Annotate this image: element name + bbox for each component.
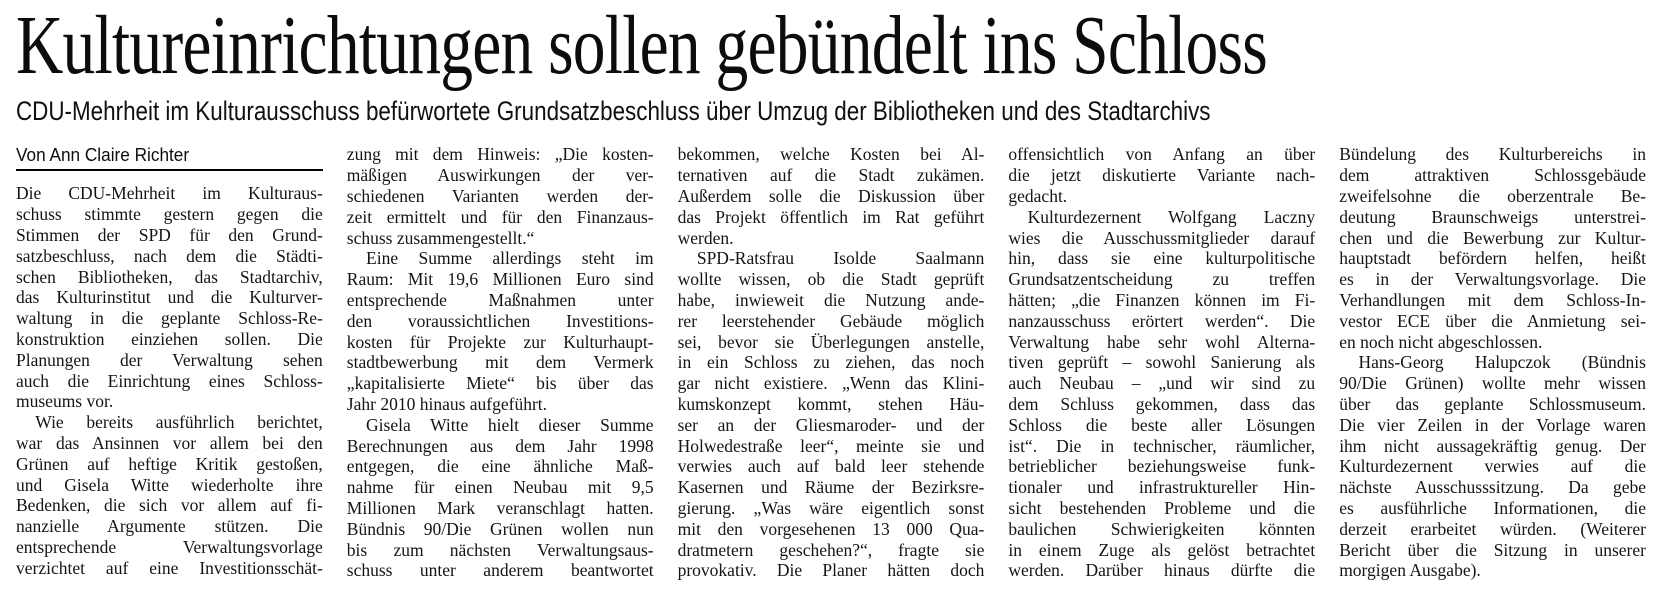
- text-line: baulichen Schwierigkeiten könnten: [1008, 518, 1316, 539]
- text-line: kumskonzept kommt, stehen Häu-: [677, 393, 985, 414]
- text-line: werden. Darüber hinaus dürfte die: [1008, 560, 1316, 581]
- text-line: konstruktion einziehen sollen. Die: [16, 328, 323, 349]
- text-line: Die CDU-Mehrheit im Kulturaus-: [16, 183, 323, 204]
- text-line: ihm nicht aussagekräftig genug. Der: [1339, 435, 1646, 456]
- text-line: dem attraktiven Schlossgebäude: [1339, 165, 1646, 186]
- paragraph: [347, 248, 654, 414]
- text-line: derzeit erarbeitet würden. (Weiterer: [1339, 518, 1646, 539]
- text-line: hätten; „die Finanzen können im Fi-: [1008, 289, 1316, 310]
- text-line: chen und die Bewerbung zur Kultur-: [1339, 227, 1646, 248]
- text-line: in ein Schloss zu ziehen, das noch: [677, 352, 985, 373]
- text-line: dratmetern geschehen?“, fragte sie: [677, 539, 985, 560]
- text-line: über das geplante Schlossmuseum.: [1339, 393, 1646, 414]
- text-line: schuss zusammengestellt.“: [346, 227, 535, 248]
- text-line: Millionen Mark veranschlagt hatten.: [346, 497, 654, 518]
- column-text: [678, 144, 985, 581]
- text-line: verwies auch auf bald leer stehende: [677, 456, 985, 477]
- text-line: vestor ECE über die Anmietung sei-: [1339, 310, 1646, 331]
- headline: Kultureinrichtungen sollen gebündelt ins Schloss: [16, 0, 1267, 92]
- text-line: nanzielle Argumente stützen. Die: [16, 516, 323, 537]
- column-text: [1008, 144, 1315, 581]
- text-line: satzbeschluss, nach dem die Städti-: [16, 245, 323, 266]
- text-line: habe, inwieweit die Nutzung ande-: [677, 289, 985, 310]
- paragraph: [678, 144, 985, 248]
- text-line: Gisela Witte hielt dieser Summe: [366, 414, 654, 435]
- article-column-4: [1008, 144, 1315, 581]
- text-line: Holwedestraße leer“, meinte sie und: [677, 435, 985, 456]
- text-line: deutung Braunschweigs unterstrei-: [1339, 206, 1646, 227]
- paragraph: [16, 412, 323, 578]
- paragraph: [1008, 207, 1315, 581]
- text-line: mit den vorgesehenen 13 000 Qua-: [677, 518, 985, 539]
- text-line: bekommen, welche Kosten bei Al-: [677, 144, 985, 165]
- text-line: das Kulturinstitut und die Kulturver-: [16, 287, 323, 308]
- text-line: dem Schluss gekommen, dass das: [1008, 393, 1316, 414]
- text-line: Bedenken, die sich vor allem auf fi-: [16, 495, 323, 516]
- text-line: zweifelsohne die oberzentrale Be-: [1339, 185, 1646, 206]
- text-line: Bericht über die Sitzung in unserer: [1339, 539, 1646, 560]
- column-text: [1339, 144, 1646, 581]
- text-line: ser an der Gliesmaroder- und der: [677, 414, 985, 435]
- text-line: entsprechende Verwaltungsvorlage: [16, 536, 323, 557]
- text-line: Bündelung des Kulturbereichs in: [1339, 144, 1646, 165]
- text-line: rer leerstehender Gebäude möglich: [677, 310, 985, 331]
- text-line: zung mit dem Hinweis: „Die kosten-: [346, 144, 654, 165]
- paragraph: [678, 248, 985, 581]
- text-line: Jahr 2010 hinaus aufgeführt.: [346, 393, 548, 414]
- text-line: ist“. Die in technischer, räumlicher,: [1008, 435, 1316, 456]
- article-column-3: [678, 144, 985, 581]
- text-line: en noch nicht abgeschlossen.: [1339, 331, 1543, 352]
- text-line: es ausführliche Informationen, die: [1339, 497, 1646, 518]
- paragraph: [347, 144, 654, 248]
- byline-rule: [16, 169, 323, 171]
- text-line: schuss unter anderem beantwortet: [346, 560, 654, 581]
- text-line: bis zum nächsten Verwaltungsaus-: [346, 539, 654, 560]
- text-line: Verhandlungen mit dem Schloss-In-: [1339, 289, 1646, 310]
- text-line: auch Neubau – „und wir sind zu: [1008, 373, 1316, 394]
- text-line: museums vor.: [16, 391, 114, 412]
- text-line: Grundsatzentscheidung zu treffen: [1008, 269, 1316, 290]
- paragraph: [347, 415, 654, 581]
- text-line: in einem Zuge als gelöst betrachtet: [1008, 539, 1316, 560]
- text-line: offensichtlich von Anfang an über: [1008, 144, 1316, 165]
- text-line: schen Bibliotheken, das Stadtarchiv,: [16, 266, 323, 287]
- text-line: kosten für Projekte zur Kulturhaupt-: [346, 331, 654, 352]
- text-line: verzichtet auf eine Investitionsschät-: [16, 557, 323, 578]
- text-line: Berechnungen aus dem Jahr 1998: [346, 435, 654, 456]
- text-line: Wie bereits ausführlich berichtet,: [35, 412, 323, 433]
- article-column-2: [347, 144, 654, 581]
- text-line: entgegen, die eine ähnliche Maß-: [346, 456, 654, 477]
- text-line: waltung in die geplante Schloss-Re-: [16, 308, 323, 329]
- text-line: Stimmen der SPD für den Grund-: [16, 224, 323, 245]
- paragraph: [1339, 144, 1646, 352]
- text-line: Kulturdezernent verwies auf die: [1339, 456, 1646, 477]
- text-line: SPD-Ratsfrau Isolde Saalmann: [696, 248, 985, 269]
- text-line: Außerdem solle die Diskussion über: [677, 185, 985, 206]
- text-line: tionaler und infrastruktureller Hin-: [1008, 477, 1316, 498]
- text-line: stadtbewerbung mit dem Vermerk: [346, 352, 654, 373]
- text-line: schuss stimmte gestern gegen die: [16, 204, 323, 225]
- text-line: Kulturdezernent Wolfgang Laczny: [1027, 206, 1316, 227]
- text-line: Kasernen und Räume der Bezirksre-: [677, 477, 985, 498]
- text-line: wies die Ausschussmitglieder darauf: [1008, 227, 1316, 248]
- text-line: schiedenen Varianten werden der-: [346, 185, 654, 206]
- text-line: gar nicht existiere. „Wenn das Klini-: [677, 373, 985, 394]
- text-line: hin, dass sie eine kulturpolitische: [1008, 248, 1316, 269]
- text-line: Hans-Georg Halupczok (Bündnis: [1358, 352, 1646, 373]
- text-line: ternativen auf die Stadt zukämen.: [677, 165, 985, 186]
- text-line: es in der Verwaltungsvorlage. Die: [1339, 269, 1646, 290]
- text-line: die jetzt diskutierte Variante nach-: [1008, 165, 1316, 186]
- text-line: nanzausschuss erörtert werden“. Die: [1008, 310, 1316, 331]
- text-line: nächste Ausschusssitzung. Da gebe: [1339, 477, 1646, 498]
- text-line: Eine Summe allerdings steht im: [366, 248, 654, 269]
- text-line: morgigen Ausgabe).: [1339, 560, 1481, 581]
- text-line: den voraussichtlichen Investitions-: [346, 310, 654, 331]
- text-line: Verwaltung habe sehr wohl Alterna-: [1008, 331, 1316, 352]
- text-line: betrieblicher beziehungsweise funk-: [1008, 456, 1316, 477]
- text-line: tiven geprüft – sowohl Sanierung als: [1008, 352, 1316, 373]
- text-line: Grünen auf heftige Kritik gestoßen,: [16, 453, 323, 474]
- byline: Von Ann Claire Richter: [16, 144, 190, 166]
- article-column-1: [16, 144, 323, 581]
- text-line: provokativ. Die Planer hätten doch: [677, 560, 985, 581]
- text-line: sei, bevor sie Überlegungen anstelle,: [677, 331, 985, 352]
- text-line: sicht bestehenden Probleme und die: [1008, 497, 1316, 518]
- column-text: [16, 183, 323, 578]
- text-line: werden.: [677, 227, 734, 248]
- text-line: Raum: Mit 19,6 Millionen Euro sind: [346, 269, 654, 290]
- text-line: gierung. „Was wäre eigentlich sonst: [677, 497, 985, 518]
- article-columns: [16, 144, 1646, 581]
- paragraph: [1008, 144, 1315, 206]
- text-line: wollte wissen, ob die Stadt geprüft: [677, 269, 985, 290]
- text-line: Die vier Zeilen in der Vorlage waren: [1339, 414, 1646, 435]
- subheadline: CDU-Mehrheit im Kulturausschuss befürwortete Grundsatzbeschluss über Umzug der Bibliotheken und des Stadtarchivs: [16, 96, 1211, 127]
- article-column-5: [1339, 144, 1646, 581]
- text-line: hauptstadt befördern helfen, heißt: [1339, 248, 1646, 269]
- text-line: „kapitalisierte Miete“ bis über das: [346, 373, 654, 394]
- text-line: Bündnis 90/Die Grünen wollen nun: [346, 518, 654, 539]
- text-line: auch die Einrichtung eines Schloss-: [16, 370, 323, 391]
- text-line: Schloss die beste aller Lösungen: [1008, 414, 1316, 435]
- text-line: 90/Die Grünen) wollte mehr wissen: [1339, 373, 1646, 394]
- text-line: mäßigen Auswirkungen der ver-: [346, 165, 654, 186]
- text-line: gedacht.: [1008, 185, 1068, 206]
- text-line: war das Ansinnen vor allem bei den: [16, 432, 323, 453]
- paragraph: [16, 183, 323, 412]
- text-line: Planungen der Verwaltung sehen: [16, 349, 323, 370]
- text-line: zeit ermittelt und für den Finanzaus-: [346, 206, 654, 227]
- column-text: [347, 144, 654, 581]
- text-line: nahme für einen Neubau mit 9,5: [346, 477, 654, 498]
- text-line: und Gisela Witte wiederholte ihre: [16, 474, 323, 495]
- text-line: das Projekt öffentlich im Rat geführt: [677, 206, 985, 227]
- paragraph: [1339, 352, 1646, 581]
- text-line: entsprechende Maßnahmen unter: [346, 289, 654, 310]
